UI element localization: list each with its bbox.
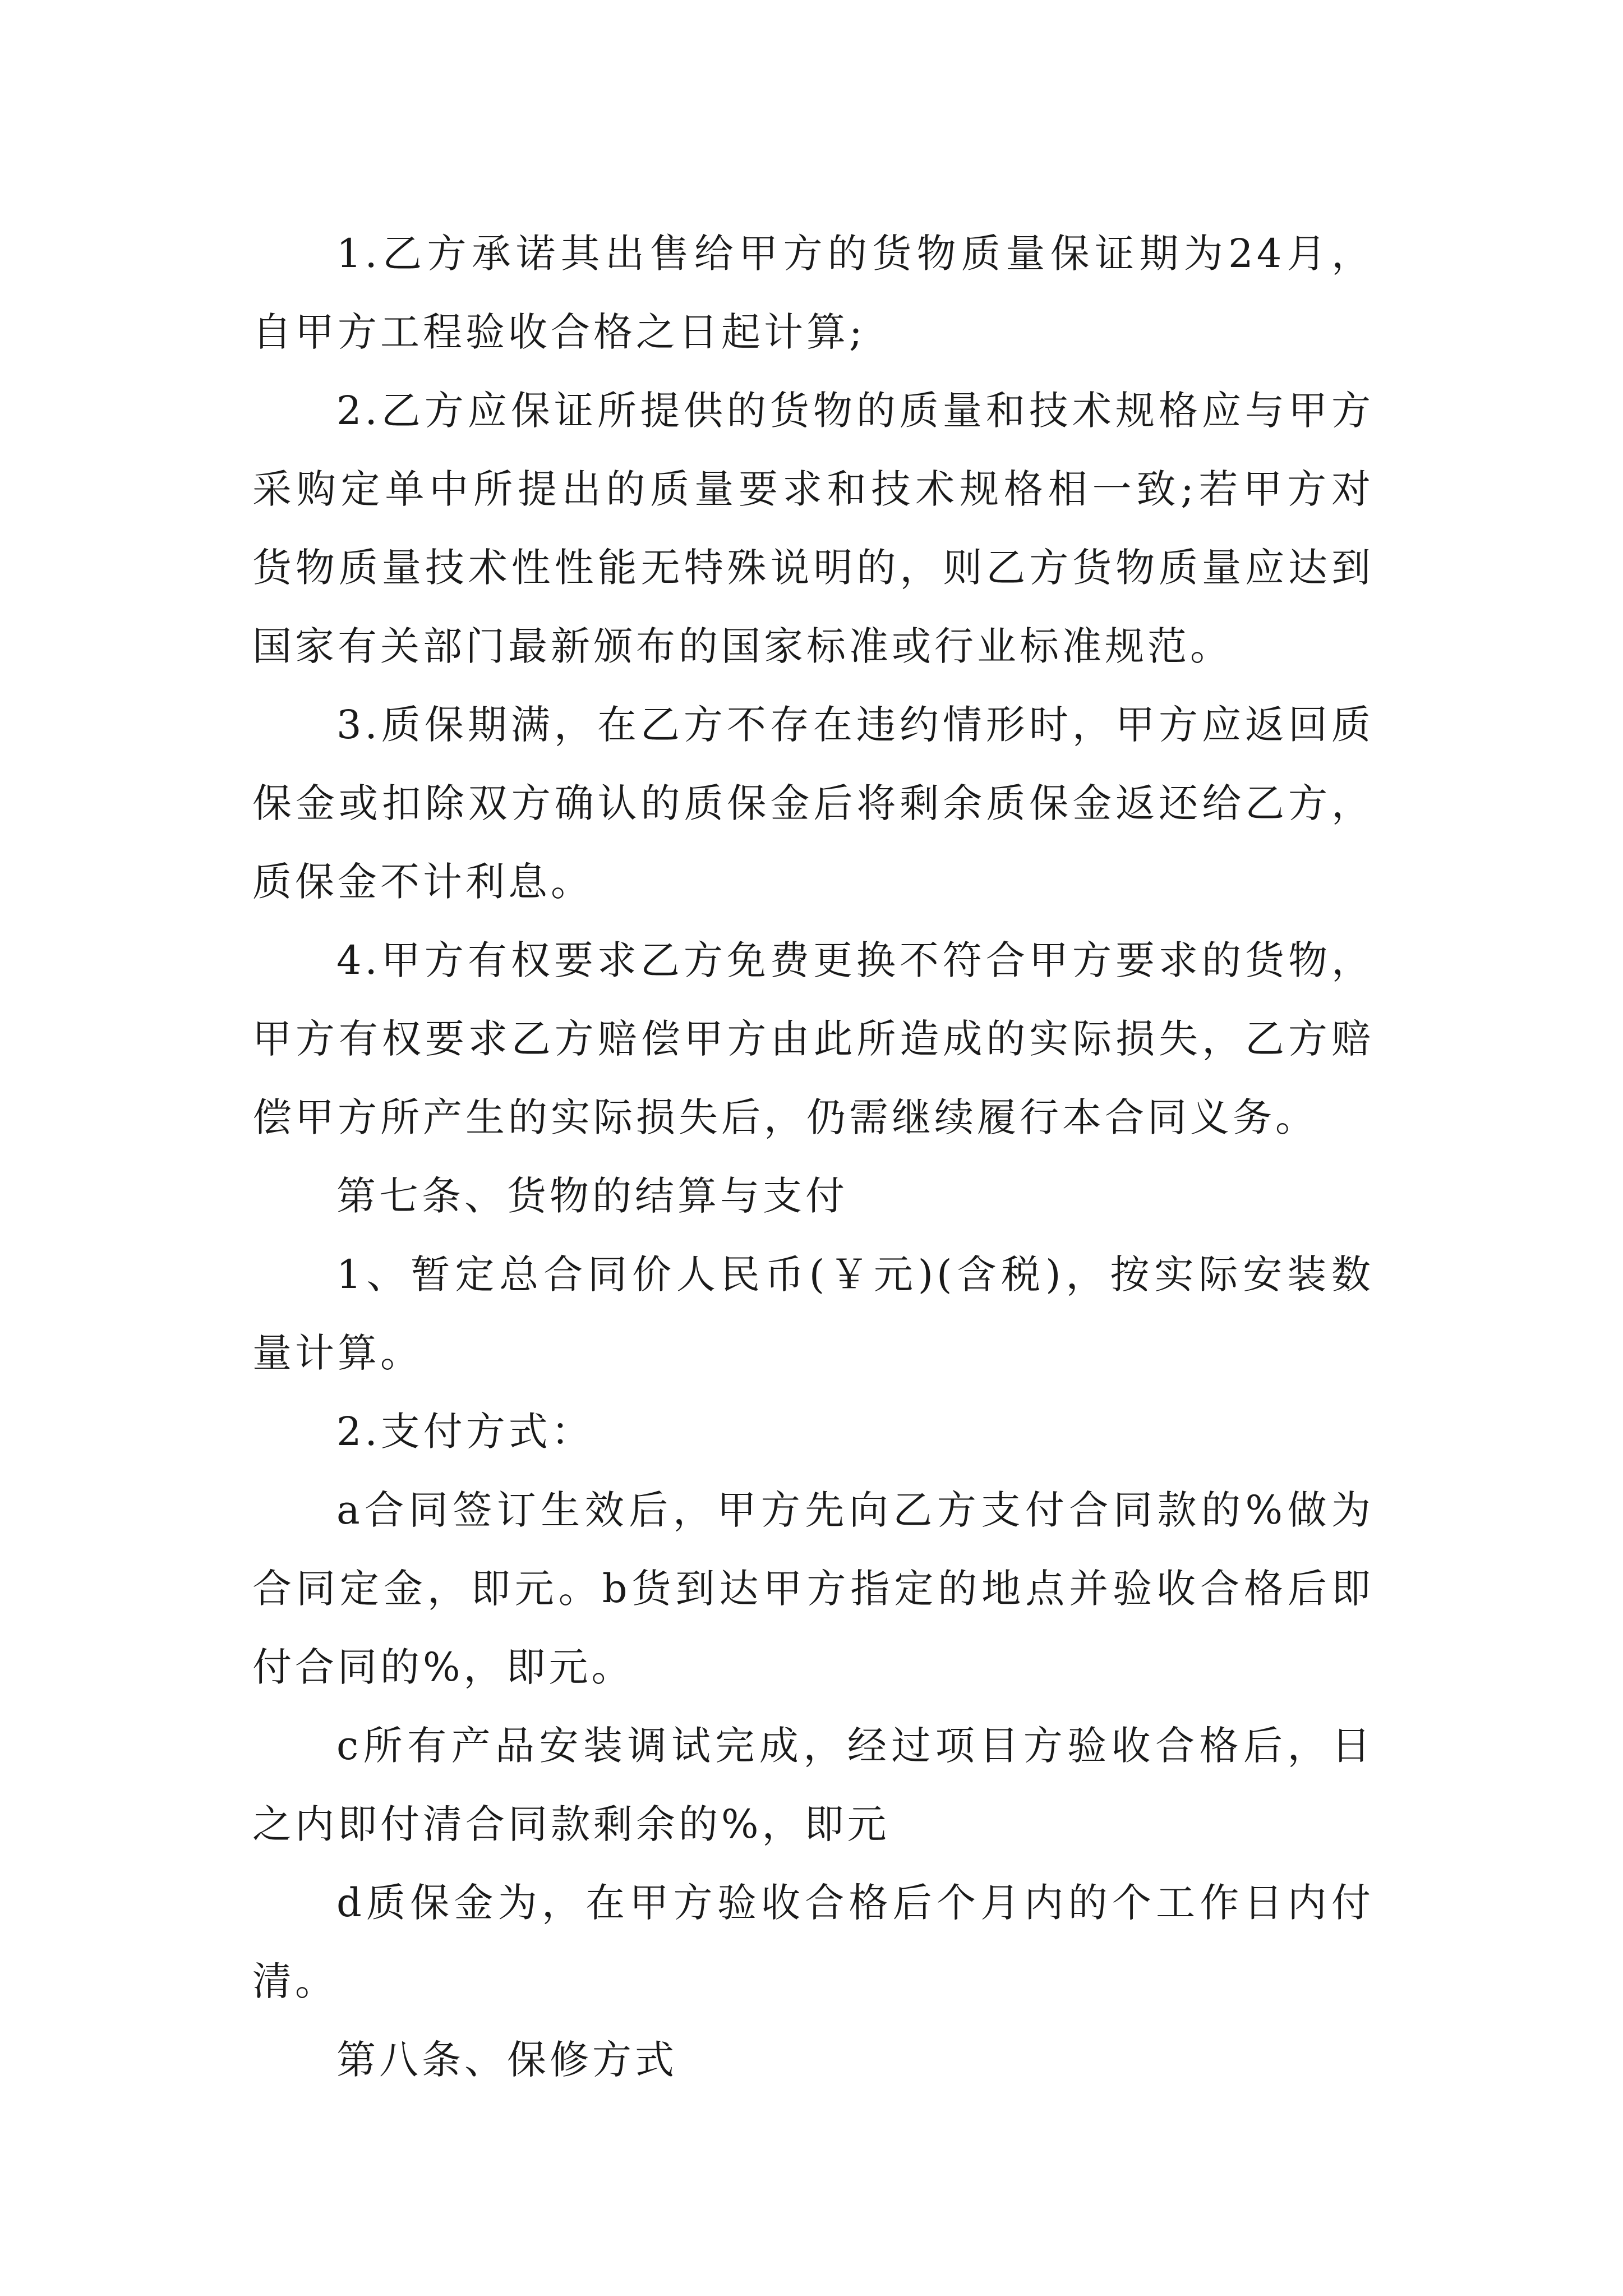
- contract-price-paragraph: 1、暂定总合同价人民币(￥元)(含税)，按实际安装数量计算。: [252, 1251, 1374, 1376]
- payment-method-heading: 2.支付方式：: [336, 1409, 594, 1455]
- warranty-deposit-return-paragraph: 3.质保期满，在乙方不存在违约情形时，甲方应返回质保金或扣除双方确认的质保金后将剩余质保金返还给乙方，质保金不计利息。: [252, 702, 1374, 905]
- warranty-period-paragraph: 1.乙方承诺其出售给甲方的货物质量保证期为24月，自甲方工程验收合格之日起计算;: [252, 231, 1374, 355]
- document-body: [252, 214, 1374, 2099]
- payment-item-c: c所有产品安装调试完成，经过项目方验收合格后，日之内即付清合同款剩余的%，即元: [252, 1723, 1374, 1847]
- quality-spec-paragraph: 2.乙方应保证所提供的货物的质量和技术规格应与甲方采购定单中所提出的质量要求和技术规格相一致;若甲方对货物质量技术性性能无特殊说明的，则乙方货物质量应达到国家有关部门最新颁布的国家标准或行业标准规范。: [252, 388, 1374, 669]
- replacement-rights-paragraph: 4.甲方有权要求乙方免费更换不符合甲方要求的货物，甲方有权要求乙方赔偿甲方由此所造成的实际损失，乙方赔偿甲方所产生的实际损失后，仍需继续履行本合同义务。: [252, 937, 1374, 1140]
- article-7-heading: 第七条、货物的结算与支付: [336, 1173, 848, 1219]
- payment-item-d: d质保金为，在甲方验收合格后个月内的个工作日内付清。: [252, 1880, 1374, 2004]
- article-8-heading: 第八条、保修方式: [336, 2037, 677, 2083]
- payment-item-a-b: a合同签订生效后，甲方先向乙方支付合同款的%做为合同定金，即元。b货到达甲方指定的地点并验收合格后即付合同的%，即元。: [252, 1487, 1374, 1690]
